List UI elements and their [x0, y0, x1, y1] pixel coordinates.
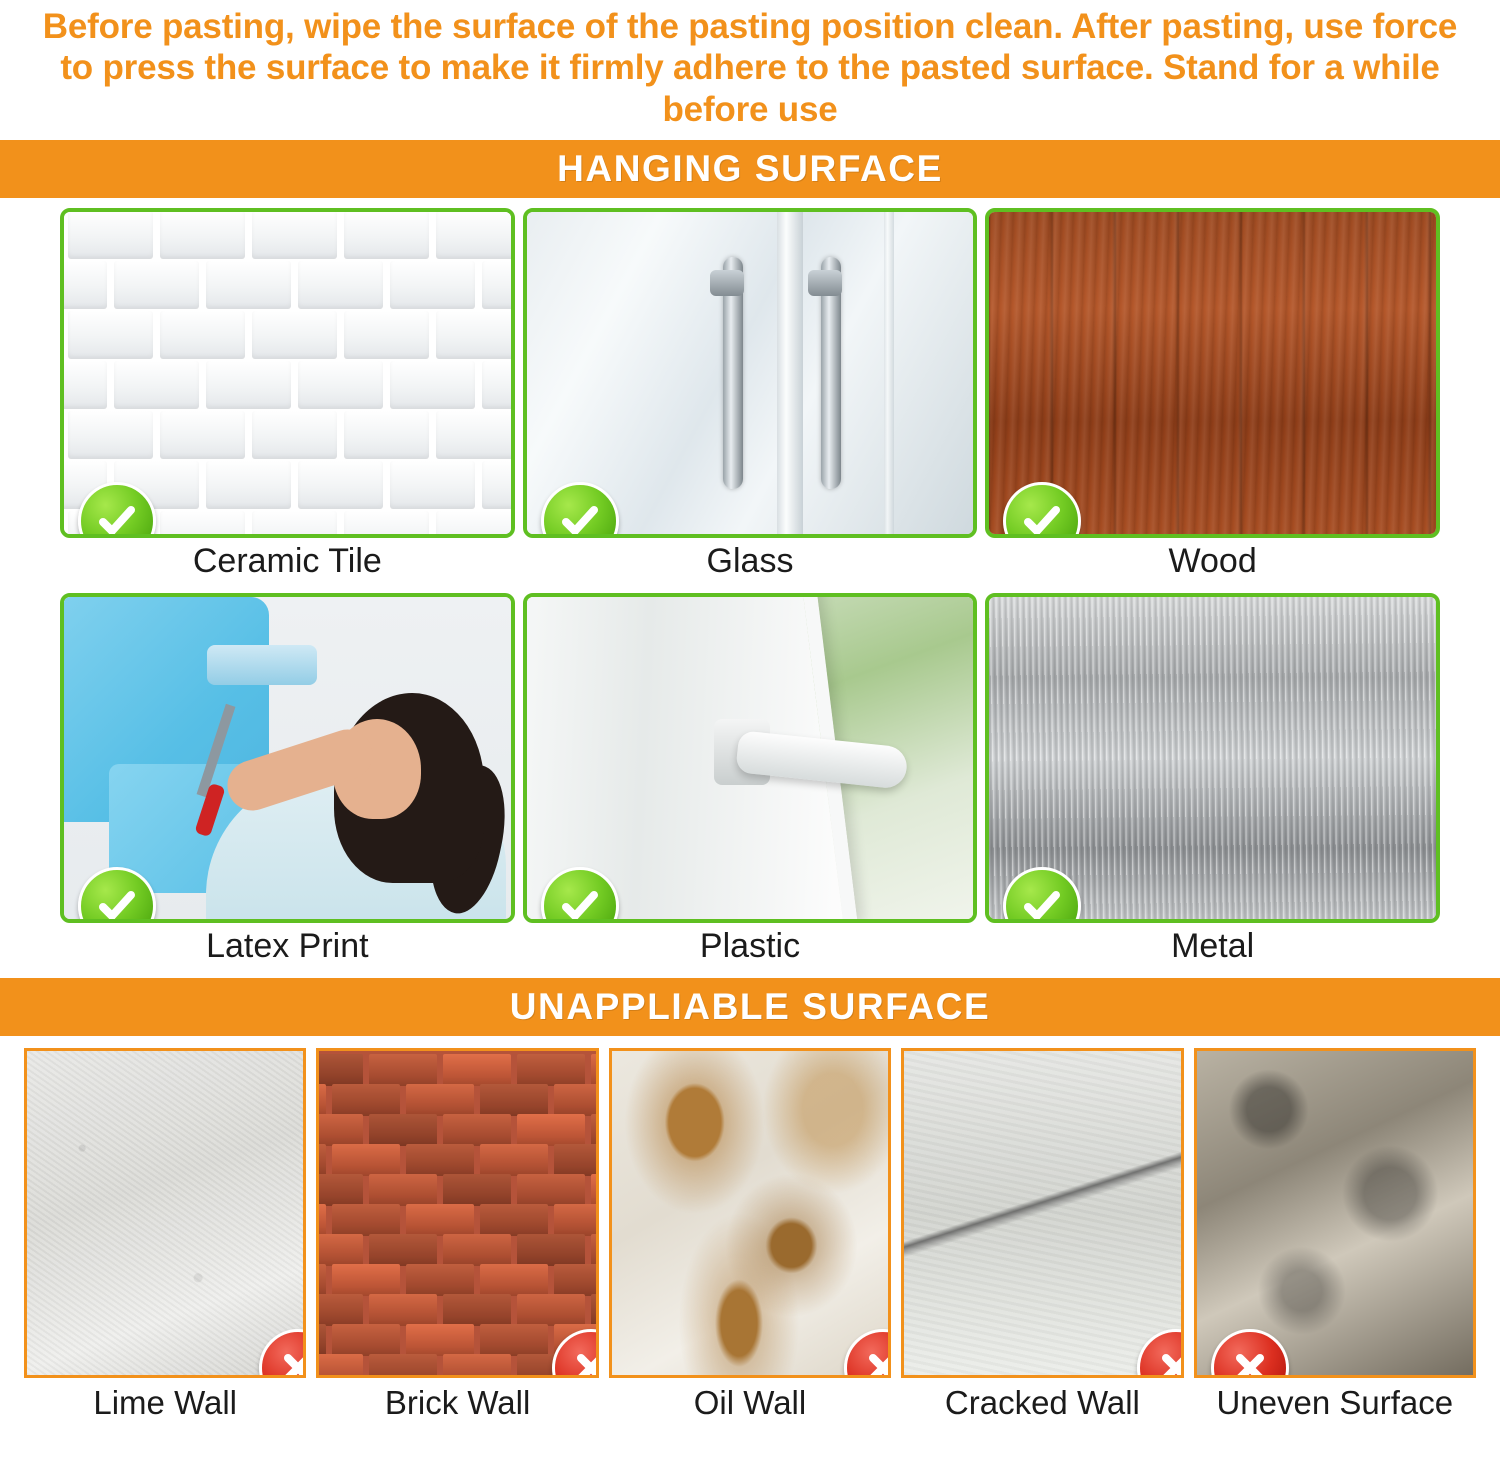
- surface-label-cracked-wall: Cracked Wall: [944, 1383, 1140, 1421]
- surface-card-uneven-surface[interactable]: [1194, 1048, 1476, 1422]
- surface-card-plastic[interactable]: [523, 593, 978, 968]
- surface-card-lime-wall[interactable]: [24, 1048, 306, 1422]
- surface-label-latex-print: Latex Print: [206, 926, 369, 965]
- surface-label-brick-wall: Brick Wall: [384, 1383, 531, 1421]
- surface-label-metal: Metal: [1171, 926, 1255, 965]
- surface-label-plastic: Plastic: [699, 926, 801, 965]
- surface-card-oil-wall[interactable]: [609, 1048, 891, 1422]
- surface-image-cracked-wall: [901, 1048, 1183, 1378]
- surface-card-metal[interactable]: [985, 593, 1440, 968]
- surface-label-glass: Glass: [706, 541, 794, 580]
- surface-image-oil-wall: [609, 1048, 891, 1378]
- surface-card-ceramic-tile[interactable]: [60, 208, 515, 583]
- surface-card-latex-print[interactable]: [60, 593, 515, 968]
- surface-image-plastic: [523, 593, 978, 923]
- surface-image-metal: [985, 593, 1440, 923]
- unappliable-surface-grid: [0, 1036, 1500, 1422]
- surface-image-ceramic-tile: [60, 208, 515, 538]
- surface-label-lime-wall: Lime Wall: [93, 1383, 238, 1421]
- surface-card-glass[interactable]: [523, 208, 978, 583]
- surface-image-wood: [985, 208, 1440, 538]
- surface-image-lime-wall: [24, 1048, 306, 1378]
- surface-image-uneven-surface: [1194, 1048, 1476, 1378]
- surface-label-oil-wall: Oil Wall: [693, 1383, 807, 1421]
- surface-card-cracked-wall[interactable]: [901, 1048, 1183, 1422]
- uneven-surface-texture: [1197, 1051, 1473, 1375]
- hanging-surface-grid: [0, 198, 1500, 968]
- surface-image-glass: [523, 208, 978, 538]
- surface-card-wood[interactable]: [985, 208, 1440, 583]
- brick-wall-texture: [319, 1051, 595, 1375]
- hanging-surface-banner: [0, 140, 1500, 198]
- surface-label-uneven-surface: Uneven Surface: [1216, 1383, 1454, 1421]
- unappliable-surface-banner-label: UNAPPLIABLE SURFACE: [509, 985, 991, 1027]
- unappliable-surface-banner: [0, 978, 1500, 1036]
- oil-wall-texture: [612, 1051, 888, 1375]
- surface-label-ceramic-tile: Ceramic Tile: [192, 541, 382, 580]
- surface-label-wood: Wood: [1168, 541, 1257, 580]
- surface-card-brick-wall[interactable]: [316, 1048, 598, 1422]
- instruction-text: Before pasting, wipe the surface of the pasting position clean. After pasting, use force to press the surface to make it firmly adhere to the pasted surface. Stand for a while before use: [42, 7, 1458, 129]
- cracked-wall-texture: [904, 1051, 1180, 1375]
- surface-image-brick-wall: [316, 1048, 598, 1378]
- hanging-surface-banner-label: HANGING SURFACE: [557, 147, 943, 189]
- surface-image-latex-print: [60, 593, 515, 923]
- lime-wall-texture: [27, 1051, 303, 1375]
